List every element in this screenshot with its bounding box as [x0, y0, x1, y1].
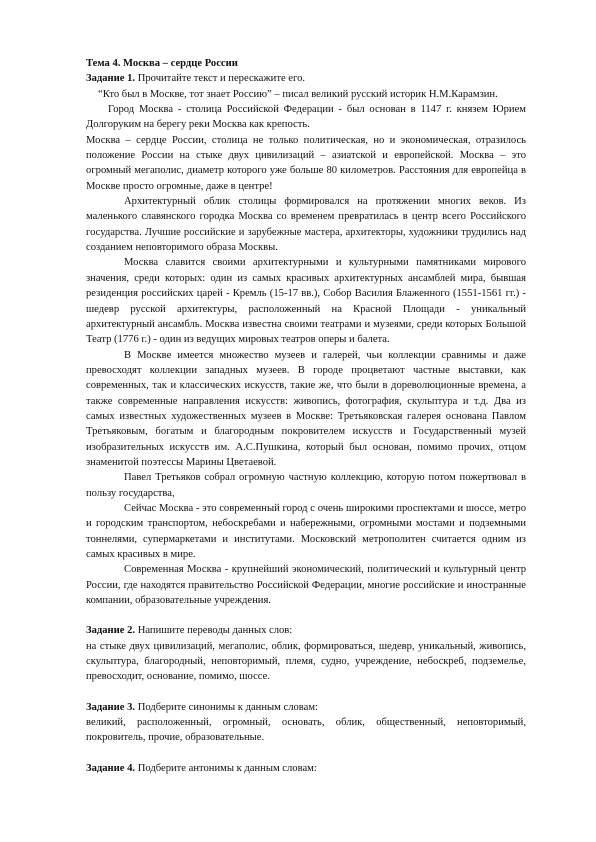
task4-heading: [86, 761, 526, 776]
task3-word-list: великий, расположенный, огромный, основать, облик, общественный, неповторимый, покровитель, прочие, образовательные.: [86, 717, 526, 744]
task3-heading: [86, 700, 526, 715]
task3-label: Задание 3.: [86, 701, 136, 713]
paragraph-modern-moscow: Современная Москва - крупнейший экономический, политический и культурный центр России, где находятся правительство Российской Федерации, многие российские и иностранные компании, образовательные учреждения.: [86, 564, 526, 607]
document-page: [86, 56, 526, 776]
spacer: [86, 608, 526, 623]
spacer: [86, 746, 526, 761]
task1-instruction: Прочитайте текст и перескажите его.: [137, 73, 306, 85]
page-title: Тема 4. Москва – сердце России: [86, 58, 238, 69]
task3-instruction: Подберите синонимы к данным словам:: [137, 701, 318, 713]
task1-heading: [86, 71, 526, 86]
task4-label: Задание 4.: [86, 762, 136, 774]
task2-word-list: на стыке двух цивилизаций, мегаполис, облик, формироваться, шедевр, уникальный, живопись, скульптура, благородный, неповторимый, племя, судно, учреждение, небоскреб, подземелье, превосходит, основание, помимо, шоссе.: [86, 640, 526, 683]
paragraph-tretyakov: Павел Третьяков собрал огромную частную коллекцию, которую потом пожертвовал в пользу государства,: [86, 472, 526, 499]
paragraph-heart-of-russia: Москва – сердце России, столица не только политическая, но и экономическая, отразилось положение России на стыке двух цивилизаций – азиатской и европейской. Москва – это огромный мегаполис, диаметр которого уже больше 80 километров. Расстояния для европейца в Москве просто огромные, даже в центре!: [86, 134, 526, 192]
spacer: [86, 685, 526, 700]
paragraph-monuments: Москва славится своими архитектурными и культурными памятниками мирового значения, среди которых: один из самых красивых архитектурных ансамблей мира, бывшая резиденция российских царей - Кремль (15-17 вв.), Собор Василия Блаженного (1551-1561 гг.) - шедевр русской архитектуры, расположенный на Красной Площади - уникальный архитектурный ансамбль. Москва известна своими театрами и музеями, среди которых Большой Театр (1776 г.) - один из ведущих мировых театров оперы и балета.: [86, 257, 526, 346]
paragraph-quote: “Кто был в Москве, тот знает Россию” – писал великий русский историк Н.М.Карамзин.: [98, 88, 498, 100]
paragraph-modern-city: Сейчас Москва - это современный город с очень широкими проспектами и шоссе, метро и городским транспортом, небоскребами и набережными, огромными мостами и подземными тоннелями, супермаркетами и институтами. Московский метрополитен считается одним из самых красивых в мире.: [86, 502, 526, 560]
task2-label: Задание 2.: [86, 625, 136, 637]
task2-heading: [86, 623, 526, 638]
paragraph-architecture: Архитектурный облик столицы формировался на протяжении многих веков. Из маленького славянского городка Москва со временем превратилась в центр всего Российского государства. Лучшие российские и зарубежные мастера, архитекторы, художники трудились над созданием неповторимого образа Москвы.: [86, 196, 526, 254]
paragraph-founding: Город Москва - столица Российской Федерации - был основан в 1147 г. князем Юрием Долгоруким на берегу реки Москва как крепость.: [86, 104, 526, 131]
paragraph-museums: В Москве имеется множество музеев и галерей, чьи коллекции сравнимы и даже превосходят коллекции западных музеев. В городе процветают частные выставки, как современных, так и классических искусств, такие же, что были в дореволюционные времена, а также современные направления искусств: живопись, фотография, скульптура и т.д. Два из самых известных художественных музеев в Москве: Третьяковская галерея основана Павлом Третьяковым, богатым и благородным покровителем искусств и Государственный музей изобразительных искусств им. А.С.Пушкина, который был основан, помимо прочих, отцом знаменитой поэтессы Марины Цветаевой.: [86, 349, 526, 468]
task4-instruction: Подберите антонимы к данным словам:: [137, 762, 317, 774]
task2-instruction: Напишите переводы данных слов:: [137, 625, 293, 637]
task1-label: Задание 1.: [86, 73, 136, 85]
